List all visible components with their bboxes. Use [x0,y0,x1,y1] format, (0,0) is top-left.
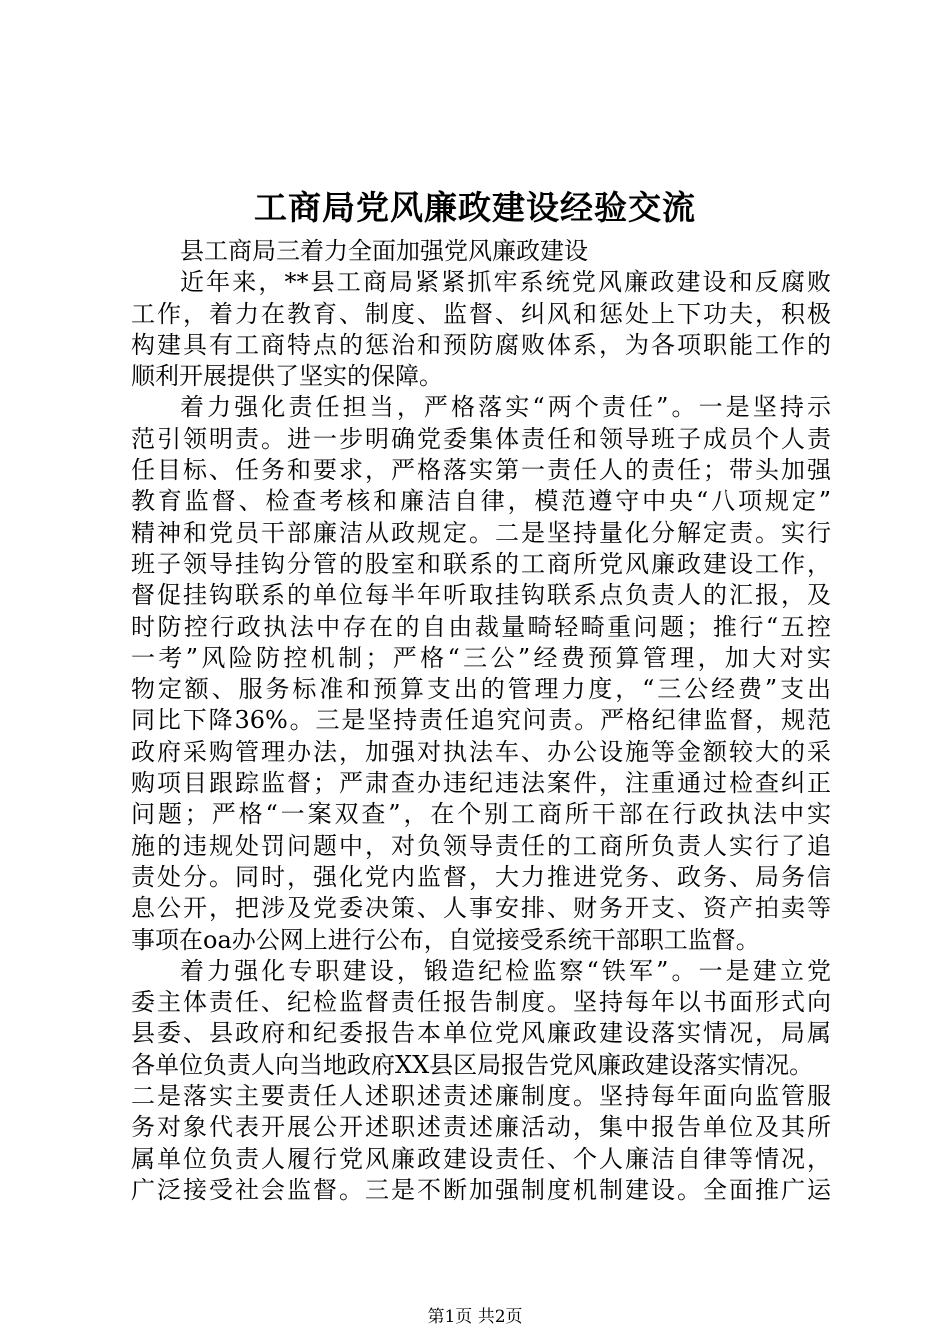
paragraph-line: 施的违规处罚问题中，对负领导责任的工商所负责人实行了追 [131,831,831,860]
paragraph-line: 政府采购管理办法，加强对执法车、办公设施等金额较大的采 [131,737,831,766]
paragraph-line: 同比下降36%。三是坚持责任追究问责。严格纪律监督，规范 [131,706,831,735]
paragraph-line: 二是落实主要责任人述职述责述廉制度。坚持每年面向监管服 [131,1082,831,1111]
subtitle-line: 县工商局三着力全面加强党风廉政建设 [180,237,588,265]
paragraph-line: 范引领明责。进一步明确党委集体责任和领导班子成员个人责 [131,424,831,453]
paragraph-line: 物定额、服务标准和预算支出的管理力度，“三公经费”支出 [131,675,831,704]
paragraph-line: 近年来，**县工商局紧紧抓牢系统党风廉政建设和反腐败 [180,268,831,297]
paragraph-line: 工作，着力在教育、制度、监督、纠风和惩处上下功夫，积极 [131,299,831,328]
page-footer: 第1页 共2页 [427,1307,523,1327]
paragraph-line: 督促挂钩联系的单位每半年听取挂钩联系点负责人的汇报，及 [131,581,831,610]
paragraph-line: 一考”风险防控机制；严格“三公”经费预算管理，加大对实 [131,643,831,672]
paragraph-line: 精神和党员干部廉洁从政规定。二是坚持量化分解定责。实行 [131,518,831,547]
paragraph-line: 各单位负责人向当地政府XX县区局报告党风廉政建设落实情况。 [131,1050,814,1079]
paragraph-line: 班子领导挂钩分管的股室和联系的工商所党风廉政建设工作， [131,549,831,578]
paragraph-line: 购项目跟踪监督；严肃查办违纪违法案件，注重通过检查纠正 [131,769,831,798]
paragraph-line: 委主体责任、纪检监督责任报告制度。坚持每年以书面形式向 [131,988,831,1017]
paragraph-line: 事项在oa办公网上进行公布，自觉接受系统干部职工监督。 [131,925,760,954]
document-title: 工商局党风廉政建设经验交流 [254,188,696,227]
paragraph-line: 构建具有工商特点的惩治和预防腐败体系，为各项职能工作的 [131,330,831,359]
paragraph-line: 广泛接受社会监督。三是不断加强制度机制建设。全面推广运 [131,1175,831,1204]
paragraph-line: 顺利开展提供了坚实的保障。 [131,362,443,391]
paragraph-line: 属单位负责人履行党风廉政建设责任、个人廉洁自律等情况， [131,1144,831,1173]
paragraph-line: 时防控行政执法中存在的自由裁量畸轻畸重问题；推行“五控 [131,612,831,641]
paragraph-line: 问题；严格“一案双查”，在个别工商所干部在行政执法中实 [131,800,831,829]
paragraph-line: 教育监督、检查考核和廉洁自律，模范遵守中央“八项规定” [131,487,831,516]
paragraph-line: 息公开，把涉及党委决策、人事安排、财务开支、资产拍卖等 [131,894,831,923]
paragraph-line: 务对象代表开展公开述职述责述廉活动，集中报告单位及其所 [131,1113,831,1142]
paragraph-line: 县委、县政府和纪委报告本单位党风廉政建设落实情况，局属 [131,1019,831,1048]
document-body [131,236,831,1206]
paragraph-line: 着力强化专职建设，锻造纪检监察“铁军”。一是建立党 [180,956,831,985]
paragraph-line: 责处分。同时，强化党内监督，大力推进党务、政务、局务信 [131,862,831,891]
paragraph-line: 任目标、任务和要求，严格落实第一责任人的责任；带头加强 [131,456,831,485]
paragraph-line: 着力强化责任担当，严格落实“两个责任”。一是坚持示 [180,393,831,422]
